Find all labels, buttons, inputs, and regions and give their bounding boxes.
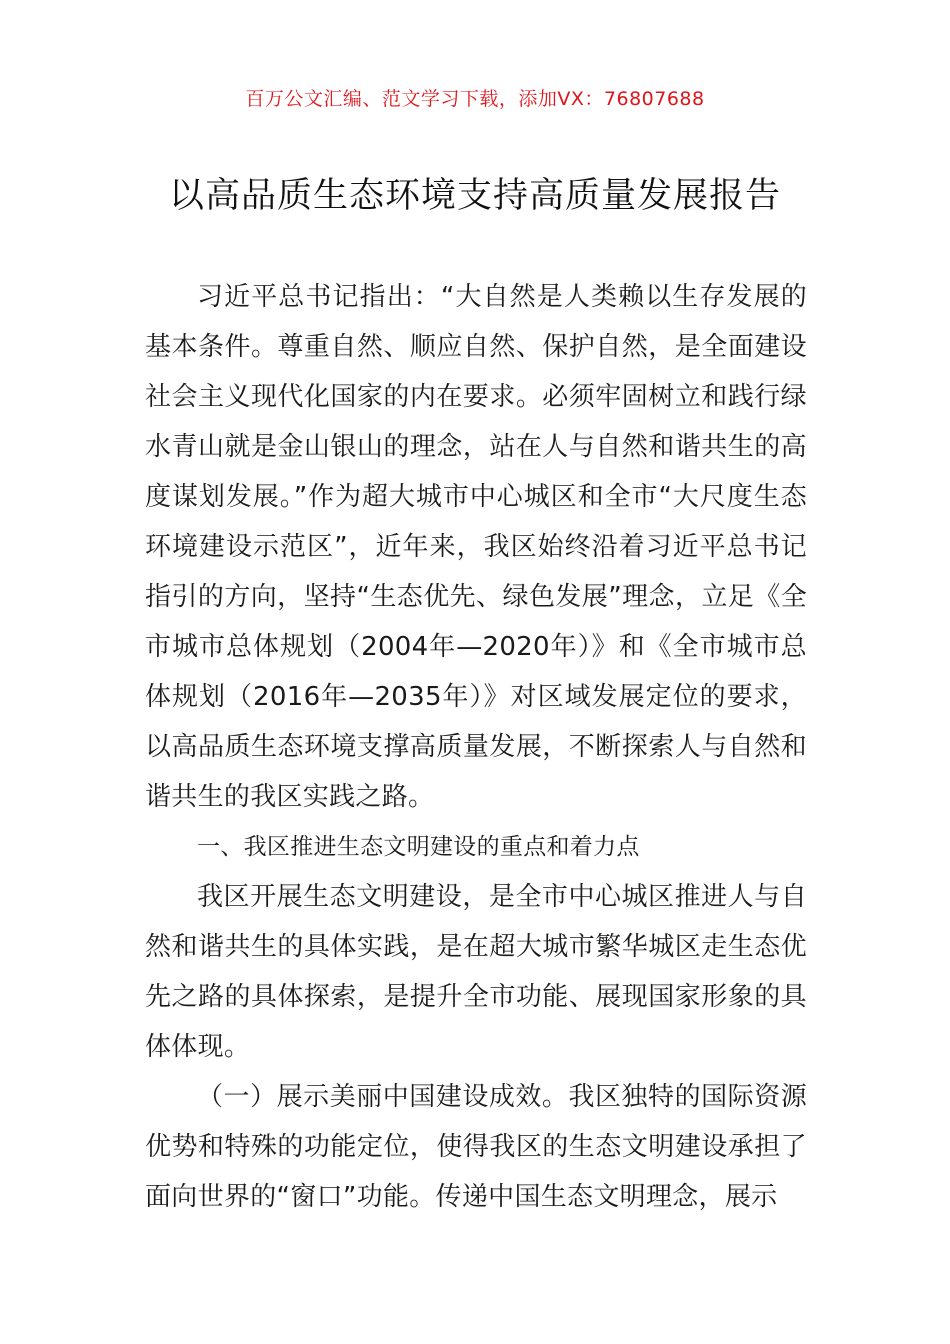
document-body: [145, 272, 807, 1222]
section-heading: 一、我区推进生态文明建设的重点和着力点: [197, 834, 640, 860]
paragraph-subsection-1: （一）展示美丽中国建设成效。我区独特的国际资源优势和特殊的功能定位，使得我区的生态文明建设承担了面向世界的“窗口”功能。传递中国生态文明理念，展示: [145, 1082, 807, 1212]
header-banner: 百万公文汇编、范文学习下载，添加VX：76807688: [245, 88, 705, 110]
document-title: 以高品质生态环境支持高质量发展报告: [168, 176, 781, 216]
paragraph-section-intro: 我区开展生态文明建设，是全市中心城区推进人与自然和谐共生的具体实践，是在超大城市繁华城区走生态优先之路的具体探索，是提升全市功能、展现国家形象的具体体现。: [145, 882, 807, 1062]
paragraph-intro: 习近平总书记指出：“大自然是人类赖以生存发展的基本条件。尊重自然、顺应自然、保护自然，是全面建设社会主义现代化国家的内在要求。必须牢固树立和践行绿水青山就是金山银山的理念，站在人与自然和谐共生的高度谋划发展。”作为超大城市中心城区和全市“大尺度生态环境建设示范区”，近年来，我区始终沿着习近平总书记指引的方向，坚持“生态优先、绿色发展”理念，立足《全市城市总体规划（2004年—2020年）》和《全市城市总体规划（2016年—2035年）》对区域发展定位的要求，以高品质生态环境支撑高质量发展，不断探索人与自然和谐共生的我区实践之路。: [145, 282, 807, 812]
